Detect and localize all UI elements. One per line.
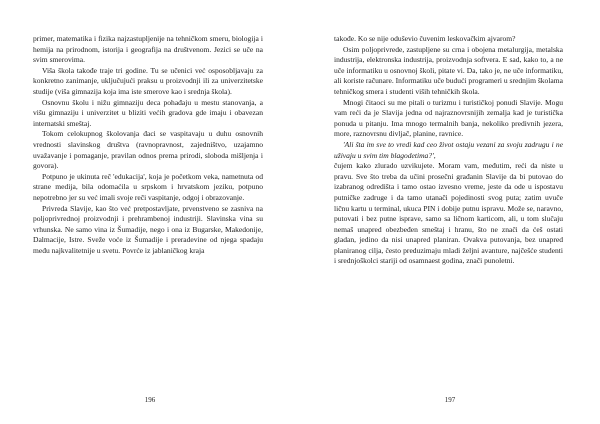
- paragraph: Mnogi čitaoci su me pitali o turizmu i turističkoj ponudi Slavije. Mogu vam reći da je Slavija jedna od najraznovrsnijih zemalja kad je turistička ponuda u pitanju. Ima mnogo termalnih banja, nekoliko predivnih jezera, more, raznovrsnu divljač, planine, ravnice.: [334, 97, 563, 139]
- right-page-text: [334, 34, 563, 267]
- right-page: [300, 0, 600, 424]
- paragraph: Osnovnu školu i nižu gimnaziju deca pohađaju u mestu stanovanja, a višu gimnaziju i univerzitet u bliziti većih gradova gde imaju i obavezan internatski smeštaj.: [33, 97, 263, 128]
- page-number: 196: [144, 396, 156, 404]
- paragraph: čujem kako zlurado uzvikujete. Moram vam, međutim, reći da niste u pravu. Sve što treba da učini prosečni građanin Slavije da bi putovao do izabranog odredišta i tamo ostao izvesno vreme, jeste da ode u ispostavu putničke zadruge i da tamo utanači pojedinosti svog puta; zatim uvuče ličnu kartu u terminal, ukuca PIN i dobije putnu ispravu. Može se, naravno, putovati i bez putne isprave, samo sa ličnom karticom, ali, u tom slučaju nemaš unapred obezbeđen smeštaj i hranu, što ne znači da ćeš ostati gladan, jedino da nisi unapred planiran. Ovakva putovanja, bez unapred planiranog cilja, često preduzimaju mladi željni avanture, najčešće studenti i srednjoškolci stariji od osamnaest godina, znači punoletni.: [334, 161, 563, 266]
- left-page-text: [33, 34, 263, 256]
- paragraph: takođe. Ko se nije oduševio čuvenim leskovačkim ajvarom?: [334, 34, 516, 43]
- paragraph: Viša škola takođe traje tri godine. Tu se učenici već osposobljavaju za konkretno zanimanje, uključujući praksu u proizvodnji ili za univerzitetske studije (viša gimnazija koja ima iste smerove kao i srednja škola).: [33, 65, 263, 96]
- paragraph: Potpuno je ukinuta reč 'edukacija', koja je početkom veka, nametnuta od strane medija, bila odomaćila u srpskom i hrvatskom jeziku, potpuno nepotrebno jer su već imali svoje reči vaspitanje, odgoj i obrazovanje.: [33, 171, 263, 202]
- paragraph: Tokom celokupnog školovanja đaci se vaspitavaju u duhu osnovnih vrednosti slavinskog društva (ravnopravnost, zajedništvo, uzajamno uvažavanje i pomaganje, pravilan odnos prema prirodi, sloboda mišljenja i govora).: [33, 129, 263, 171]
- quote-paragraph: 'Ali šta im sve to vredi kad ceo život ostaju vezani za svoju zadrugu i ne uživaju u svim tim blagodetima?',: [334, 139, 563, 160]
- paragraph: Osim poljoprivrede, zastupljene su crna i obojena metalurgija, metalska industrija, elektronska industrija, proizvodnja softvera. E sad, kako to, a ne uče informatiku u osnovnoj školi, pitate vi. Da, tako je, ne uče informatiku, ali koriste računare. Informatiku uče budući programeri u srednjim školama tehničkog smera i studenti viših tehničkih škola.: [334, 44, 563, 96]
- paragraph: Privreda Slavije, kao što već pretpostavljate, prvenstveno se zasniva na poljoprivrednoj proizvodnji i prehrambenoj industriji. Slavinska vina su vrhunska. Ne samo vina iz Šumadije, nego i ona iz Bugarske, Makedonije, Dalmacije, Istre. Sveže voće iz Šumadije i preradevine od njega spadaju među najkvalitetnije u svetu. Povrće iz jablaničkog kraja: [33, 203, 263, 255]
- page-number: 197: [444, 396, 456, 404]
- paragraph: primer, matematika i fizika najzastupljenije na tehničkom smeru, biologija i hemija na prirodnom, istorija i geografija na društvenom. Jezici se uče na svim smerovima.: [33, 34, 263, 65]
